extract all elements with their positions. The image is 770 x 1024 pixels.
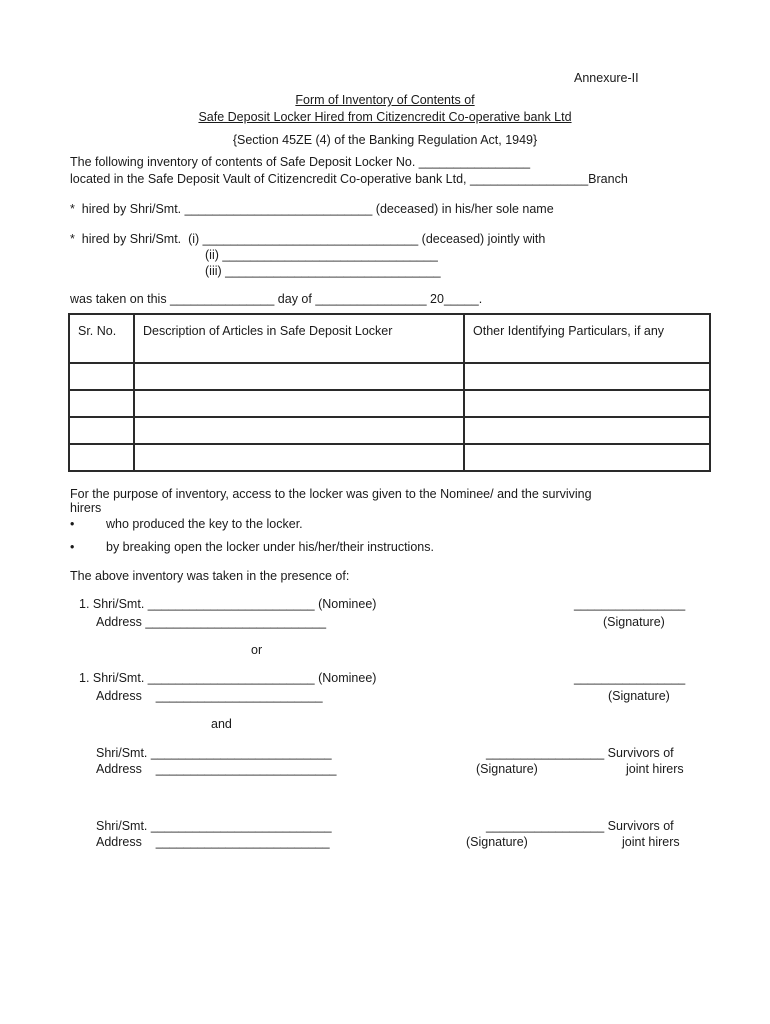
- taken-on-date-line: was taken on this _______________ day of ________________ 20_____.: [70, 292, 483, 306]
- hired-joint-line-ii: (ii) _______________________________: [205, 248, 438, 262]
- bullet-icon: •: [70, 540, 75, 554]
- hired-joint-line-iii: (iii) _______________________________: [205, 264, 441, 278]
- hired-sole-line: * hired by Shri/Smt. ___________________________ (deceased) in his/her sole name: [70, 202, 554, 216]
- survivor2-signature-line: _________________ Survivors of: [486, 819, 674, 833]
- table-cell[interactable]: [134, 417, 464, 444]
- survivor2-joint-hirers: joint hirers: [622, 835, 680, 849]
- table-cell[interactable]: [69, 390, 134, 417]
- table-cell[interactable]: [464, 390, 710, 417]
- table-row: [69, 417, 710, 444]
- survivor1-signature-line: _________________ Survivors of: [486, 746, 674, 760]
- survivor1-address-line: Address __________________________: [96, 762, 337, 776]
- nominee1-address-line: Address __________________________: [96, 615, 327, 629]
- table-cell[interactable]: [134, 363, 464, 390]
- nominee2-signature-line: ________________: [574, 671, 686, 685]
- nominee2-signature-label: (Signature): [608, 689, 670, 703]
- table-cell[interactable]: [134, 390, 464, 417]
- header-other-particulars: Other Identifying Particulars, if any: [464, 314, 710, 363]
- form-subtitle: Safe Deposit Locker Hired from Citizencredit Co-operative bank Ltd: [198, 110, 572, 124]
- table-cell[interactable]: [464, 363, 710, 390]
- nominee1-signature-line: ________________: [574, 597, 686, 611]
- bullet-locker-broken: by breaking open the locker under his/her/their instructions.: [106, 540, 434, 554]
- form-title: Form of Inventory of Contents of: [295, 93, 475, 107]
- nominee1-name-line: 1. Shri/Smt. ________________________ (Nominee): [79, 597, 377, 611]
- survivor1-name-line: Shri/Smt. __________________________: [96, 746, 332, 760]
- table-cell[interactable]: [69, 417, 134, 444]
- survivor1-joint-hirers: joint hirers: [626, 762, 684, 776]
- or-separator: or: [251, 643, 263, 657]
- inventory-table: [68, 313, 711, 472]
- presence-heading: The above inventory was taken in the presence of:: [70, 569, 350, 583]
- intro-line-branch: located in the Safe Deposit Vault of Citizencredit Co-operative bank Ltd, _________________Branch: [70, 172, 628, 186]
- table-header-row: [69, 314, 710, 363]
- header-description: Description of Articles in Safe Deposit Locker: [134, 314, 464, 363]
- table-row: [69, 390, 710, 417]
- section-reference: {Section 45ZE (4) of the Banking Regulation Act, 1949}: [232, 133, 538, 147]
- table-row: [69, 363, 710, 390]
- table-cell[interactable]: [69, 444, 134, 471]
- header-sr-no: Sr. No.: [69, 314, 134, 363]
- bullet-key-produced: who produced the key to the locker.: [106, 517, 303, 531]
- nominee1-signature-label: (Signature): [603, 615, 665, 629]
- hired-joint-line-i: * hired by Shri/Smt. (i) _______________________________ (deceased) jointly with: [70, 232, 546, 246]
- survivor2-signature-label: (Signature): [466, 835, 528, 849]
- survivor1-signature-label: (Signature): [476, 762, 538, 776]
- bullet-icon: •: [70, 517, 75, 531]
- table-cell[interactable]: [69, 363, 134, 390]
- and-separator: and: [211, 717, 232, 731]
- table-row: [69, 444, 710, 471]
- table-cell[interactable]: [464, 417, 710, 444]
- annexure-label: Annexure-II: [574, 71, 639, 85]
- intro-line-locker-no: The following inventory of contents of Safe Deposit Locker No. ________________: [70, 155, 531, 169]
- survivor2-address-line: Address _________________________: [96, 835, 330, 849]
- survivor2-name-line: Shri/Smt. __________________________: [96, 819, 332, 833]
- table-cell[interactable]: [134, 444, 464, 471]
- purpose-line-2: hirers: [70, 501, 102, 515]
- nominee2-name-line: 1. Shri/Smt. ________________________ (Nominee): [79, 671, 377, 685]
- table-cell[interactable]: [464, 444, 710, 471]
- purpose-line-1: For the purpose of inventory, access to the locker was given to the Nominee/ and the surviving: [70, 487, 592, 501]
- nominee2-address-line: Address ________________________: [96, 689, 323, 703]
